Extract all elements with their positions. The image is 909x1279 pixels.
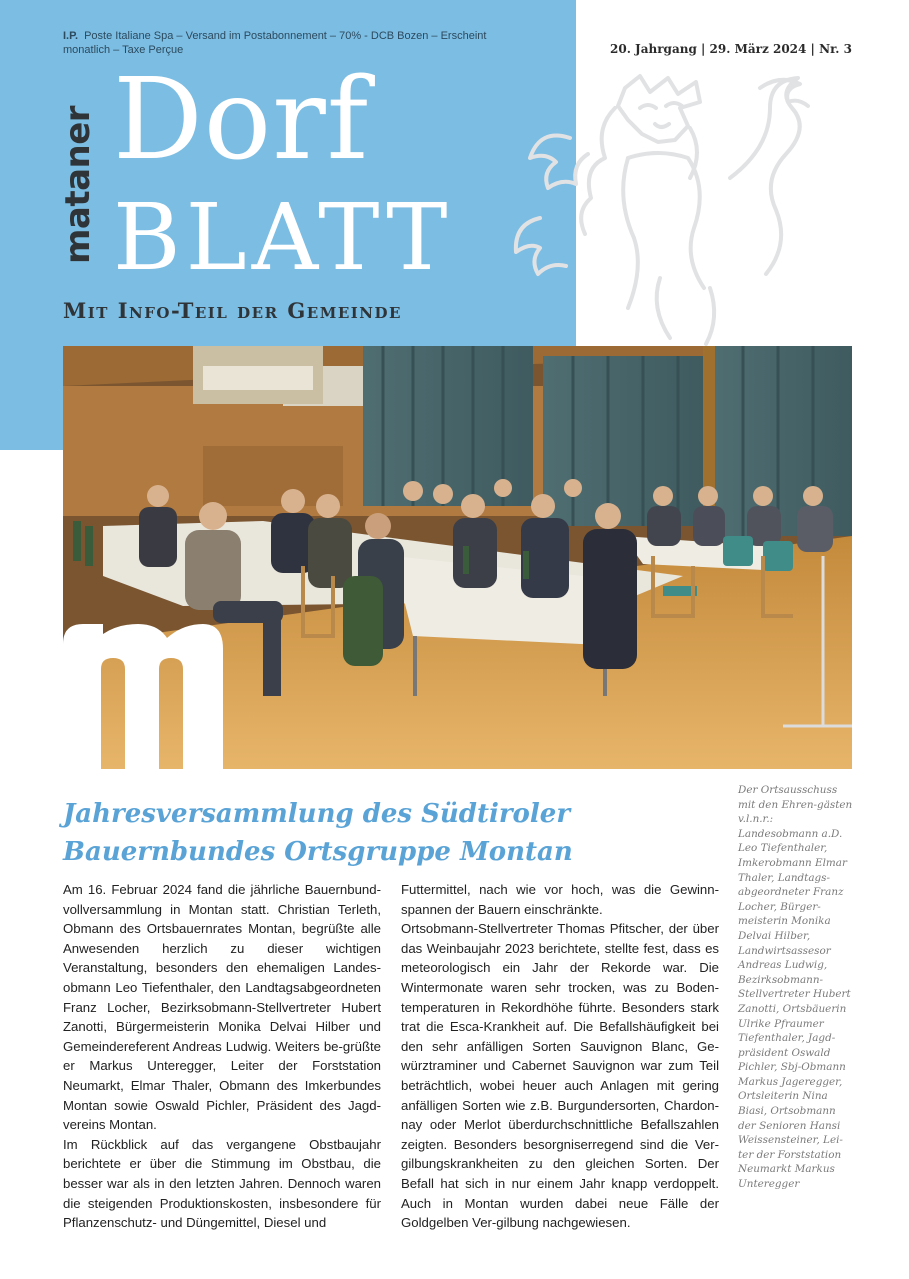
photo-caption: Der Ortsausschuss mit den Ehren-gästen v.l.n.r.: Landesobmann a.D. Leo Tiefenthaler, Imkerobmann Elmar Thaler, Landtags-abgeordneter Franz Locher, Bürger-meisterin Monika Delvai Hilber, Landwirtsassesor Andreas Ludwig, Bezirksobmann-Stellvertreter Hubert Zanotti, Ortsbäuerin Ulrike Pfraumer Tiefenthaler, Jagd-präsident Oswald Pichler, Sbj-Obmann Markus Jageregger, Ortsleiterin Nina Biasi, Ortsobmann der Senioren Hansi Weissensteiner, Lei-ter der Forststation Neumarkt Markus Unteregger xyxy=(738,784,853,1191)
brand-vertical xyxy=(60,90,96,280)
postal-prefix: I.P. xyxy=(63,30,79,42)
article-paragraph: Am 16. Februar 2024 fand die jährliche Bauernbund-vollversammlung in Montan statt. Christian Terleth, Obmann des Ortsbauernrates Montan, begrüßte alle Anwesenden herzlich zu dieser wichtigen Veranstaltung, besonders den ehemaligen Landes-obmann Leo Tiefenthaler, den Landtagsabgeordneten Franz Locher, Bezirksobmann-Stellvertreter Hubert Zanotti, Bürgermeisterin Monika Delvai Hilber und Gemeindereferent Andreas Ludwig. Weiters be-grüßte er Markus Unteregger, Leiter der Forststation Neumarkt, Elmar Thaler, Obmann des Imkerbundes Montan sowie Oswald Pichler, Präsident des Jagd-vereins Montan. xyxy=(63,882,381,1133)
article-column-2 xyxy=(401,880,719,1233)
masthead-subtitle: Mit Info-Teil der Gemeinde xyxy=(63,298,402,323)
article-headline xyxy=(63,795,703,871)
article-paragraph: Im Rückblick auf das vergangene Obstbaujahr berichtete er über die Stimmung im Obstbau, die besser war als in den letzten Jahren. Dennoch waren die steigenden Produktionskosten, insbesondere für Pflanzenschutz- und Düngemittel, Diesel und xyxy=(63,1136,381,1231)
title-dorf: Dorf xyxy=(113,55,370,185)
headline-line-1: Jahresversammlung des Südtiroler xyxy=(63,799,571,829)
postal-notice xyxy=(63,29,533,57)
lion-crest-icon xyxy=(510,68,840,348)
title-blatt: BLATT xyxy=(113,184,453,291)
issue-info: 20. Jahrgang | 29. März 2024 | Nr. 3 xyxy=(610,42,852,56)
brand-name: mataner xyxy=(58,105,98,265)
postal-text: Poste Italiane Spa – Versand im Postabonnement – 70% - DCB Bozen – Erscheint monatlich – Taxe Perçue xyxy=(63,30,487,56)
article-paragraph: Futtermittel, nach wie vor hoch, was die Gewinn-spannen der Bauern einschränkte. xyxy=(401,882,719,917)
masthead-strip xyxy=(0,346,63,450)
article-column-1 xyxy=(63,880,381,1233)
logo-letter-m xyxy=(63,624,223,769)
headline-line-2: Bauernbundes Ortsgruppe Montan xyxy=(63,837,573,867)
article-paragraph: Ortsobmann-Stellvertreter Thomas Pfitscher, der über das Weinbaujahr 2023 berichtete, stellte fest, dass es meteorologisch ein Jahr der Rekorde war. Die Wintermonate waren sehr trocken, was zu Boden-temperaturen in Rekordhöhe führte. Besonders stark trat die Esca-Krankheit auf. Die Befallshäufigkeit bei den sehr anfälligen Sorten Sauvignon Blanc, Ge-würztraminer und Cabernet Sauvignon war zum Teil beträchtlich, wobei heuer auch Anlagen mit gering anfälligen Sorten wie z.B. Burgundersorten, Chardon-nay oder Merlot überdurchschnittliche Befallszahlen zeigten. Besonders besorgniserregend sind die Ver-gilbungskrankheiten zu den gleichen Sorten. Der Befall hat sich in nur einem Jahr knapp verdoppelt. Auch in Montan wurden dabei neue Fälle der Goldgelben Ver-gilbung nachgewiesen. xyxy=(401,921,719,1231)
